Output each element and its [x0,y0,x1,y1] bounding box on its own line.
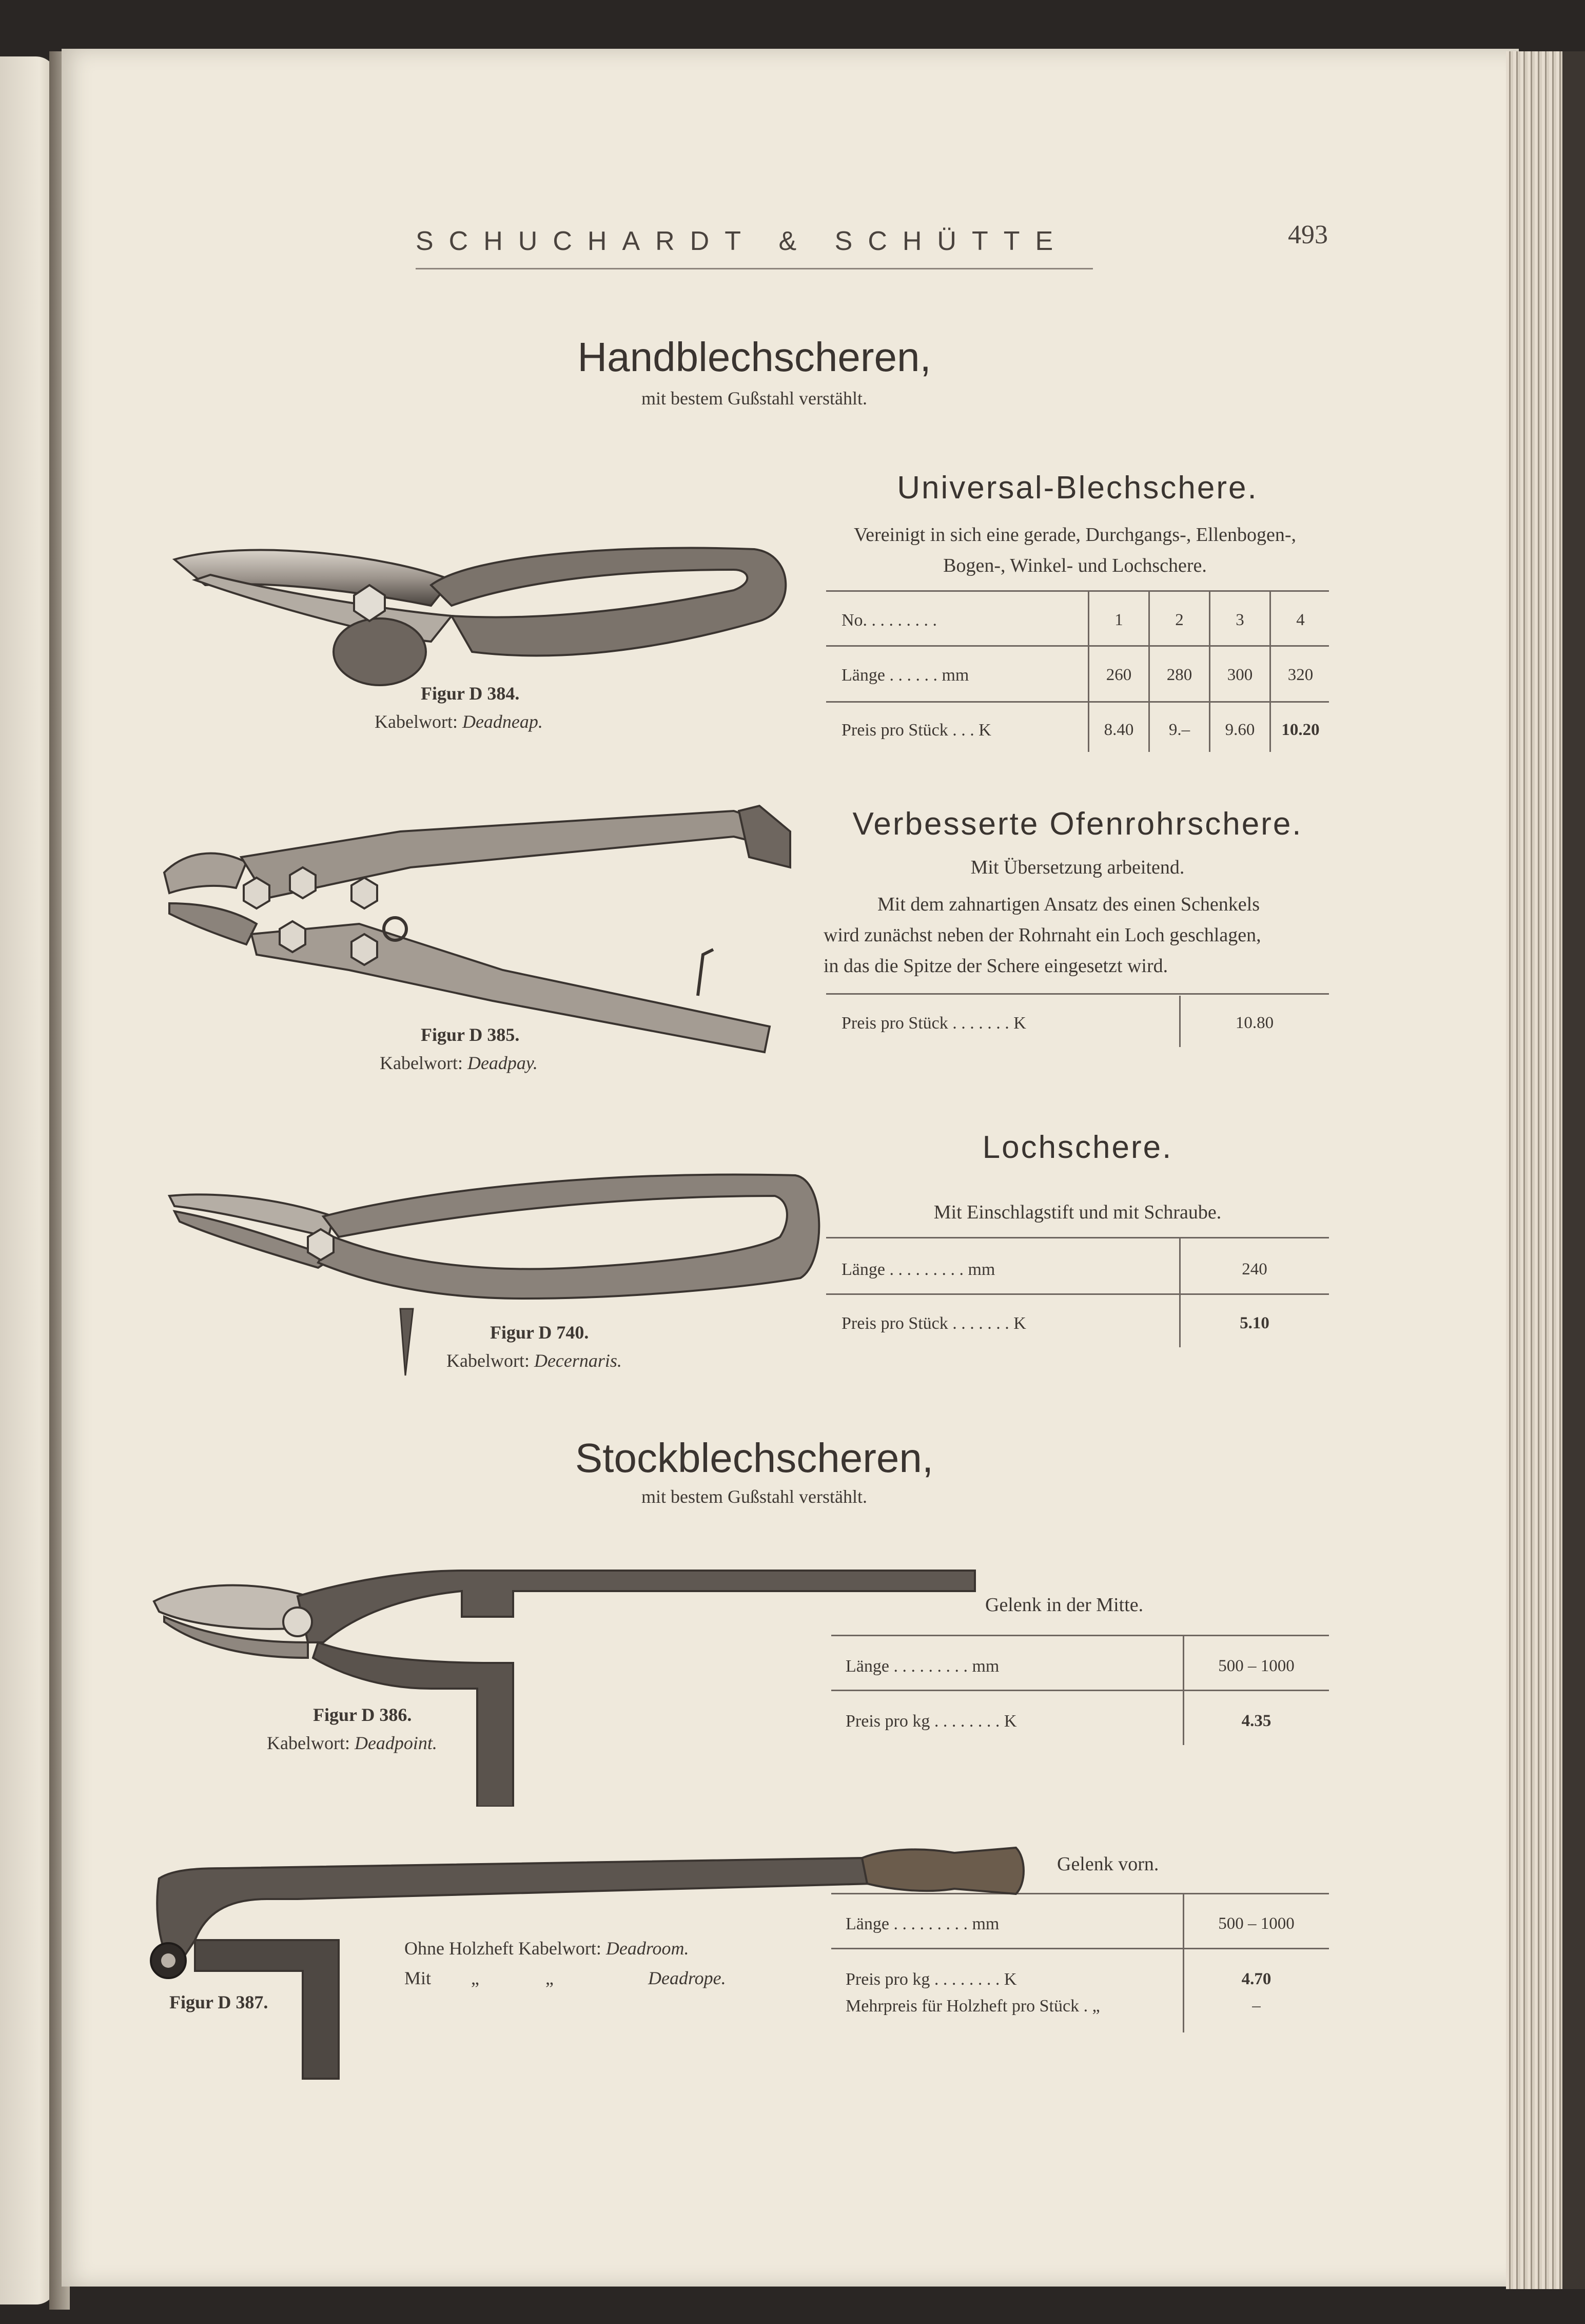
figure-caption-d740: Figur D 740. [490,1322,589,1343]
ofenrohr-preis-label: Preis pro Stück . . . . . . . K [842,1014,1026,1033]
header-rule [416,268,1093,269]
kabelwort-value: Deadpay. [467,1053,538,1073]
table-cell: 260 [1106,666,1132,684]
facing-page-edge [0,56,56,2304]
row-label-no: No. . . . . . . . . [842,611,937,630]
kabelwort-d386 [267,1732,437,1754]
universal-title: Universal-Blechschere. [897,470,1258,506]
d387-ohne-holzheft-row [404,1938,689,1959]
table-cell: 9.– [1168,721,1190,739]
section-title-handblechscheren: Handblechscheren, [577,334,931,380]
kabelwort-label: Kabelwort: [380,1053,463,1073]
lochschere-subtitle: Mit Einschlagstift und mit Schraube. [933,1202,1222,1223]
stock-shear-d386-illustration [144,1560,985,1807]
stock2-preis-value: 4.70 [1241,1970,1271,1988]
universal-shear-illustration [164,534,800,708]
figure-caption-d387: Figur D 387. [169,1992,268,2012]
kabelwort-label: Kabelwort: [518,1938,601,1959]
table-cell: 2 [1175,611,1184,629]
stock2-mehrpreis-label: Mehrpreis für Holzheft pro Stück . „ [846,1997,1100,2016]
section-title-stockblechscheren: Stockblechscheren, [575,1435,934,1481]
ofenrohr-text-2: wird zunächst neben der Rohrnaht ein Loch geschlagen, [824,924,1261,946]
ofenrohr-text-1: Mit dem zahnartigen Ansatz des einen Schenkels [877,894,1260,915]
stock2-mehrpreis-value: – [1252,1997,1261,2015]
ditto-mark: „ [545,1968,554,1988]
stock2-laenge-label: Länge . . . . . . . . . mm [846,1914,1000,1933]
ofenrohr-title: Verbesserte Ofenrohrschere. [852,806,1303,842]
table-rule [826,645,1329,647]
table-rule [826,1293,1329,1295]
section-subtitle-stockblechscheren: mit bestem Gußstahl verstählt. [641,1486,867,1507]
section-subtitle-handblechscheren: mit bestem Gußstahl verstählt. [641,388,867,409]
lochschere-preis-value: 5.10 [1240,1314,1269,1332]
table-rule [826,590,1329,592]
running-head: SCHUCHARDT & SCHÜTTE [416,226,1069,256]
stock1-preis-label: Preis pro kg . . . . . . . . K [846,1712,1017,1731]
kabelwort-value: Deadneap. [462,711,543,732]
table-cell: 3 [1236,611,1244,629]
kabelwort-d740 [446,1350,622,1371]
universal-description-2: Bogen-, Winkel- und Lochschere. [943,555,1207,576]
stock1-preis-value: 4.35 [1241,1712,1271,1730]
stock1-laenge-label: Länge . . . . . . . . . mm [846,1657,1000,1676]
page-number: 493 [1288,220,1328,249]
table-cell: 300 [1227,666,1253,684]
kabelwort-value: Decernaris. [534,1350,622,1371]
table-rule [826,993,1329,995]
book-cover-edge [1562,51,1585,2289]
ohne-holzheft-label: Ohne Holzheft [404,1938,514,1959]
kabelwort-d384 [375,711,543,732]
lochschere-preis-label: Preis pro Stück . . . . . . . K [842,1314,1026,1333]
stock-shear-d387-illustration [144,1837,1036,2084]
row-label-preis: Preis pro Stück . . . K [842,721,991,740]
kabelwort-value: Deadpoint. [354,1733,437,1753]
ofenrohr-subtitle: Mit Übersetzung arbeitend. [970,857,1185,878]
lochschere-title: Lochschere. [982,1130,1173,1165]
table-rule [826,1237,1329,1238]
table-cell: 8.40 [1104,721,1134,739]
ofenrohr-preis-value: 10.80 [1235,1014,1274,1032]
d387-mit-holzheft-row [404,1967,753,1989]
kabelwort-d385 [380,1052,538,1074]
figure-caption-d386: Figur D 386. [313,1705,412,1725]
table-cell: 9.60 [1225,721,1255,739]
mit-holzheft-label: Mit [404,1968,432,1988]
table-cell: 4 [1296,611,1305,629]
kabelwort-label: Kabelwort: [375,711,458,732]
stock1-laenge-value: 500 – 1000 [1218,1657,1295,1675]
stock1-heading: Gelenk in der Mitte. [985,1594,1144,1616]
kabelwort-value: Deadrope. [648,1968,726,1988]
universal-description-1: Vereinigt in sich eine gerade, Durchgangs-, Ellenbogen-, [853,524,1297,546]
stock2-heading: Gelenk vorn. [1057,1853,1159,1875]
stock2-laenge-value: 500 – 1000 [1218,1914,1295,1933]
stock2-preis-label: Preis pro kg . . . . . . . . K [846,1970,1017,1989]
table-cell: 280 [1166,666,1192,684]
table-cell: 10.20 [1281,721,1320,739]
lochschere-laenge-label: Länge . . . . . . . . . mm [842,1260,995,1279]
table-cell: 1 [1114,611,1123,629]
lochschere-laenge-value: 240 [1242,1260,1267,1279]
ditto-mark: „ [471,1968,479,1988]
kabelwort-label: Kabelwort: [267,1733,350,1753]
ofenrohr-text-3: in das die Spitze der Schere eingesetzt wird. [824,955,1168,977]
page-stack-edges [1506,51,1565,2289]
row-label-laenge: Länge . . . . . . mm [842,666,969,685]
figure-caption-d385: Figur D 385. [421,1024,520,1045]
kabelwort-value: Deadroom. [605,1938,689,1959]
kabelwort-label: Kabelwort: [446,1350,530,1371]
table-cell: 320 [1287,666,1314,684]
table-rule [826,701,1329,703]
figure-caption-d384: Figur D 384. [421,683,520,704]
